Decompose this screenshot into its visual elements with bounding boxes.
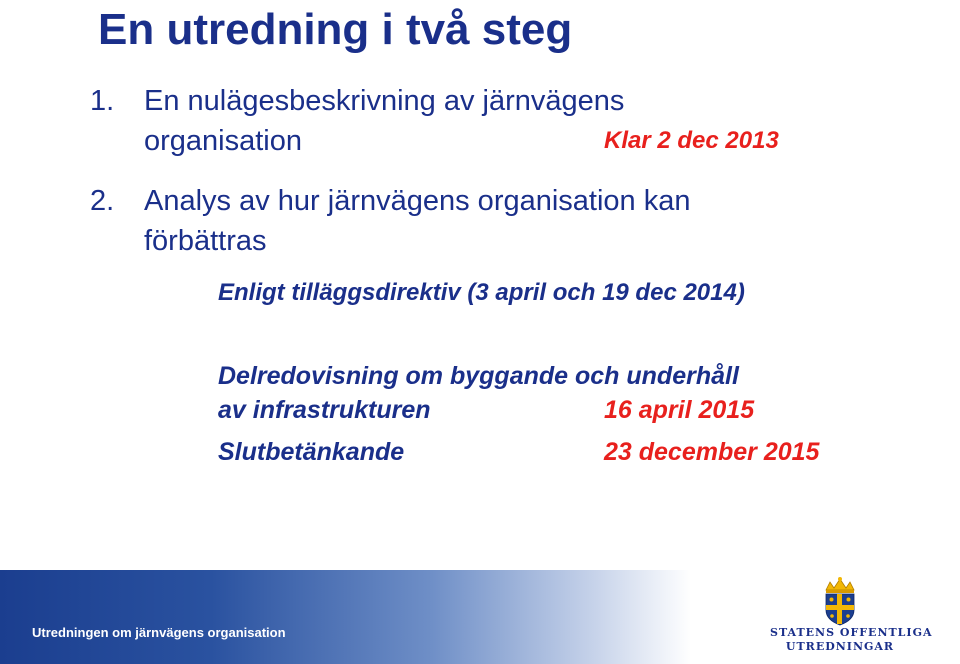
list-item-1-line1: En nulägesbeskrivning av järnvägens [144, 85, 625, 117]
list-item-1-number: 1. [90, 85, 115, 117]
milestone-2-label: Slutbetänkande [218, 438, 405, 466]
sou-logo [770, 576, 933, 660]
crown-shield-emblem-icon [770, 576, 910, 626]
logo-text-line2: UTREDNINGAR [785, 640, 895, 653]
milestone-1-label-line2: av infrastrukturen [218, 396, 431, 424]
list-item-2-number: 2. [90, 185, 115, 217]
list-item-1-line2: organisation [144, 125, 302, 157]
milestone-2-date: 23 december 2015 [604, 438, 820, 466]
milestone-1-date: 16 april 2015 [604, 396, 755, 424]
directive-text: Enligt tilläggsdirektiv (3 april och 19 dec 2014) [218, 279, 745, 306]
list-item-2-line2: förbättras [144, 225, 267, 257]
list-item-2-line1: Analys av hur järnvägens organisation kan [144, 185, 691, 217]
milestone-1-label-line1: Delredovisning om byggande och underhåll [218, 362, 739, 390]
logo-text-line1: STATENS OFFENTLIGA [770, 626, 933, 639]
item1-status: Klar 2 dec 2013 [604, 127, 779, 154]
slide-title: En utredning i två steg [98, 5, 573, 54]
footer-text: Utredningen om järnvägens organisation [32, 625, 286, 640]
list-item-2 [90, 182, 850, 262]
